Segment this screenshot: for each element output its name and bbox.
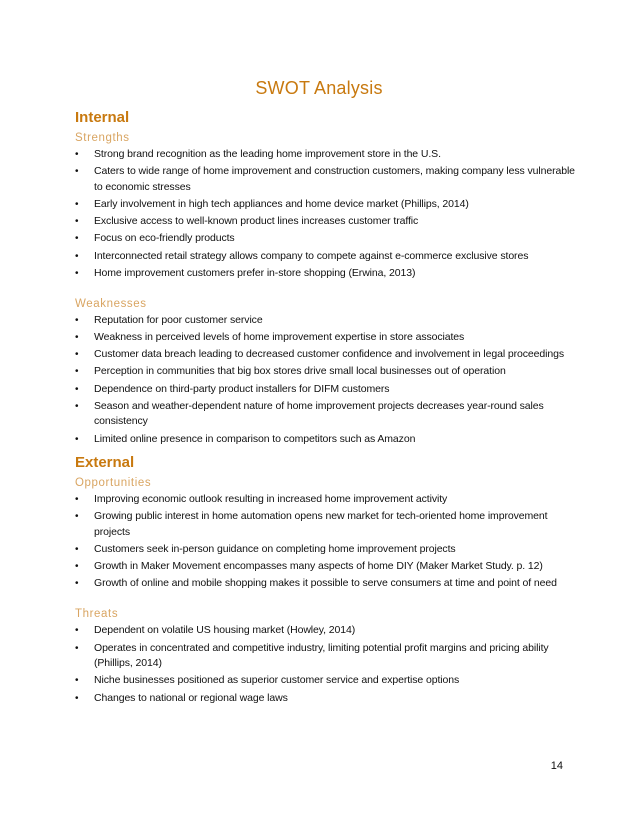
list-item bbox=[75, 266, 575, 282]
strengths-list bbox=[75, 147, 575, 281]
opportunities-list bbox=[75, 492, 575, 592]
list-item-text: Improving economic outlook resulting in increased home improvement activity bbox=[94, 492, 448, 505]
list-item-text: Focus on eco-friendly products bbox=[94, 232, 235, 245]
list-item bbox=[75, 492, 575, 508]
bullet-icon: • bbox=[75, 400, 79, 412]
bullet-icon: • bbox=[75, 383, 79, 395]
opportunities-heading: Opportunities bbox=[75, 476, 152, 489]
list-item-text: Customers seek in-person guidance on completing home improvement projects bbox=[94, 542, 456, 555]
bullet-icon: • bbox=[75, 625, 79, 637]
list-item-text: Interconnected retail strategy allows company to compete against e-commerce exclusive stores bbox=[94, 249, 529, 262]
list-item-text: Season and weather-dependent nature of home improvement projects decreases year-round sales consistency bbox=[94, 399, 544, 428]
list-item-text: Perception in communities that big box stores drive small local businesses out of operation bbox=[94, 365, 506, 378]
list-item-text: Growth of online and mobile shopping makes it possible to serve consumers at time and point of need bbox=[94, 577, 557, 590]
list-item-text: Operates in concentrated and competitive industry, limiting potential profit margins and pricing ability (Phillips, 2014) bbox=[94, 641, 549, 670]
list-item bbox=[75, 249, 575, 265]
list-item-text: Strong brand recognition as the leading home improvement store in the U.S. bbox=[94, 148, 441, 160]
list-item bbox=[75, 509, 575, 540]
weaknesses-heading: Weaknesses bbox=[75, 297, 147, 310]
list-item bbox=[75, 576, 575, 592]
weaknesses-list bbox=[75, 313, 575, 447]
bullet-icon: • bbox=[75, 332, 79, 344]
threats-list bbox=[75, 623, 575, 706]
list-item-text: Limited online presence in comparison to competitors such as Amazon bbox=[94, 432, 416, 445]
bullet-icon: • bbox=[75, 198, 79, 210]
list-item-text: Customer data breach leading to decreased customer confidence and involvement in legal proceedings bbox=[94, 348, 564, 361]
bullet-icon: • bbox=[75, 267, 79, 279]
bullet-icon: • bbox=[75, 233, 79, 245]
list-item-text: Growth in Maker Movement encompasses many aspects of home DIY (Maker Market Study. p. 12) bbox=[94, 559, 543, 572]
list-item-text: Changes to national or regional wage laws bbox=[94, 691, 288, 704]
bullet-icon: • bbox=[75, 493, 79, 505]
external-heading: External bbox=[75, 453, 135, 471]
list-item bbox=[75, 214, 575, 230]
bullet-icon: • bbox=[75, 166, 79, 178]
list-item-text: Weakness in perceived levels of home improvement expertise in store associates bbox=[94, 331, 465, 344]
list-item bbox=[75, 382, 575, 398]
list-item bbox=[75, 559, 575, 575]
list-item bbox=[75, 330, 575, 346]
bullet-icon: • bbox=[75, 314, 79, 326]
bullet-icon: • bbox=[75, 366, 79, 378]
page-number: 14 bbox=[550, 760, 563, 772]
list-item bbox=[75, 673, 575, 689]
bullet-icon: • bbox=[75, 543, 79, 555]
list-item bbox=[75, 313, 575, 329]
swot-content bbox=[75, 108, 575, 708]
list-item-text: Exclusive access to well-known product lines increases customer traffic bbox=[94, 215, 419, 228]
list-item bbox=[75, 197, 575, 213]
list-item bbox=[75, 147, 575, 163]
list-item bbox=[75, 231, 575, 247]
list-item bbox=[75, 364, 575, 380]
threats-heading: Threats bbox=[75, 608, 119, 621]
list-item bbox=[75, 623, 575, 639]
strengths-heading: Strengths bbox=[75, 132, 130, 144]
list-item-text: Niche businesses positioned as superior customer service and expertise options bbox=[94, 674, 460, 687]
list-item-text: Home improvement customers prefer in-store shopping (Erwina, 2013) bbox=[94, 266, 416, 279]
bullet-icon: • bbox=[75, 578, 79, 590]
list-item bbox=[75, 399, 575, 430]
list-item-text: Reputation for poor customer service bbox=[94, 313, 263, 326]
list-item-text: Early involvement in high tech appliances and home device market (Phillips, 2014) bbox=[94, 197, 469, 210]
list-item-text: Dependence on third-party product installers for DIFM customers bbox=[94, 382, 390, 395]
list-item-text: Dependent on volatile US housing market (Howley, 2014) bbox=[94, 624, 356, 637]
list-item bbox=[75, 641, 575, 672]
list-item bbox=[75, 691, 575, 707]
list-item-text: Growing public interest in home automation opens new market for tech-oriented home improvement projects bbox=[94, 510, 548, 538]
bullet-icon: • bbox=[75, 675, 79, 687]
internal-heading: Internal bbox=[75, 109, 130, 126]
bullet-icon: • bbox=[75, 560, 79, 572]
bullet-icon: • bbox=[75, 642, 79, 654]
bullet-icon: • bbox=[75, 149, 79, 160]
list-item bbox=[75, 432, 575, 448]
list-item bbox=[75, 347, 575, 363]
bullet-icon: • bbox=[75, 216, 79, 228]
bullet-icon: • bbox=[75, 692, 79, 704]
bullet-icon: • bbox=[75, 349, 79, 361]
list-item bbox=[75, 542, 575, 558]
bullet-icon: • bbox=[75, 250, 79, 262]
bullet-icon: • bbox=[75, 511, 79, 522]
bullet-icon: • bbox=[75, 433, 79, 445]
page-title: SWOT Analysis bbox=[255, 78, 383, 98]
list-item bbox=[75, 164, 575, 195]
list-item-text: Caters to wide range of home improvement and construction customers, making company less vulnerable to economic stresses bbox=[94, 165, 575, 193]
